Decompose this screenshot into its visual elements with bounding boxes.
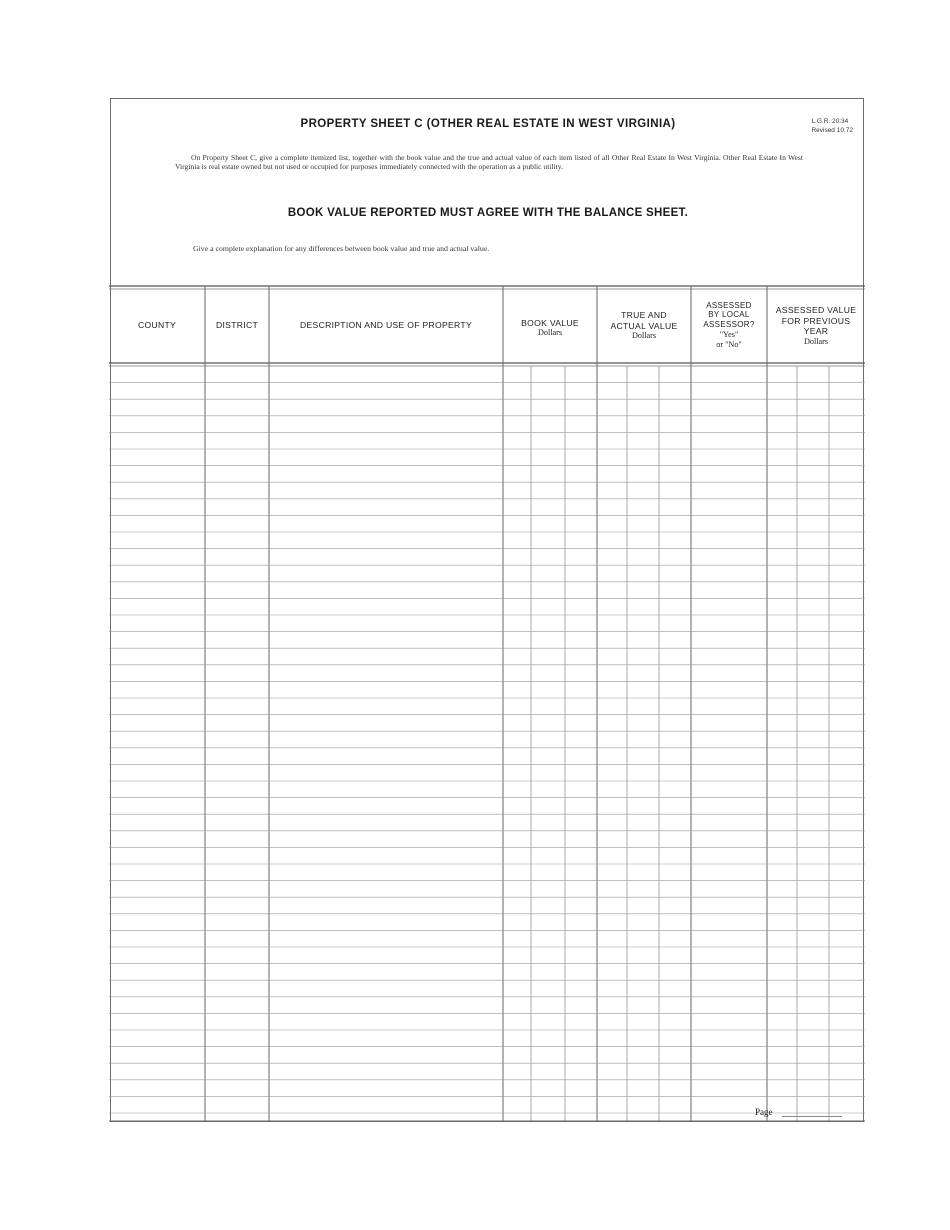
assessed-prev-line1: ASSESSED VALUE [775,305,857,315]
true-value-unit-label: Dollars [631,331,657,341]
form-instructions: On Property Sheet C, give a complete itemized list, together with the book value and the true and actual value of each item listed of all Other Real Estate In West Virginia. Other Real Estate In West Virginia is real estate owned but not used or occupied for purposes immediately connected with the operation as a public utility. [175,153,803,172]
column-header-book-value [503,293,597,363]
assessed-local-yes: "Yes" [719,329,739,339]
property-sheet [110,98,864,1122]
form-number: L.G.R. 20:34 [811,118,849,125]
assessed-prev-line2: FOR PREVIOUS [781,315,851,326]
column-header-assessed-local [691,287,767,363]
column-header-district [205,290,269,360]
form-header [111,99,863,285]
form-revised: Revised 10.72 [811,127,853,134]
column-header-county [109,290,205,360]
district-header-label: DISTRICT [215,319,259,330]
assessed-prev-line3: YEAR [803,326,829,336]
assessed-local-line1: ASSESSED [706,300,752,310]
explanation-instruction: Give a complete explanation for any differences between book value and true and actual value. [193,244,490,253]
assessed-local-line2: BY LOCAL [708,310,750,320]
column-header-description [269,290,503,360]
balance-sheet-notice: BOOK VALUE REPORTED MUST AGREE WITH THE BALANCE SHEET. [287,207,689,219]
book-value-header-label: BOOK VALUE [521,317,579,328]
table-grid [109,285,865,1125]
page-number-field[interactable] [782,1116,842,1117]
assessed-local-line3: ASSESSOR? [703,320,755,330]
assessed-prev-unit-label: Dollars [803,336,829,346]
book-value-unit-label: Dollars [537,328,563,337]
form-identifier [811,117,853,135]
page-number-label: Page [755,1107,773,1117]
true-value-header-line2: ACTUAL VALUE [610,320,678,331]
description-header-label: DESCRIPTION AND USE OF PROPERTY [300,319,472,330]
form-title: PROPERTY SHEET C (OTHER REAL ESTATE IN WEST VIRGINIA) [300,118,676,130]
column-header-assessed-previous [767,289,865,363]
property-table [109,285,865,1125]
county-header-label: COUNTY [137,319,177,330]
true-value-header-line1: TRUE AND [621,310,667,321]
assessed-local-no: or "No" [716,339,742,349]
column-header-true-value [597,291,691,361]
